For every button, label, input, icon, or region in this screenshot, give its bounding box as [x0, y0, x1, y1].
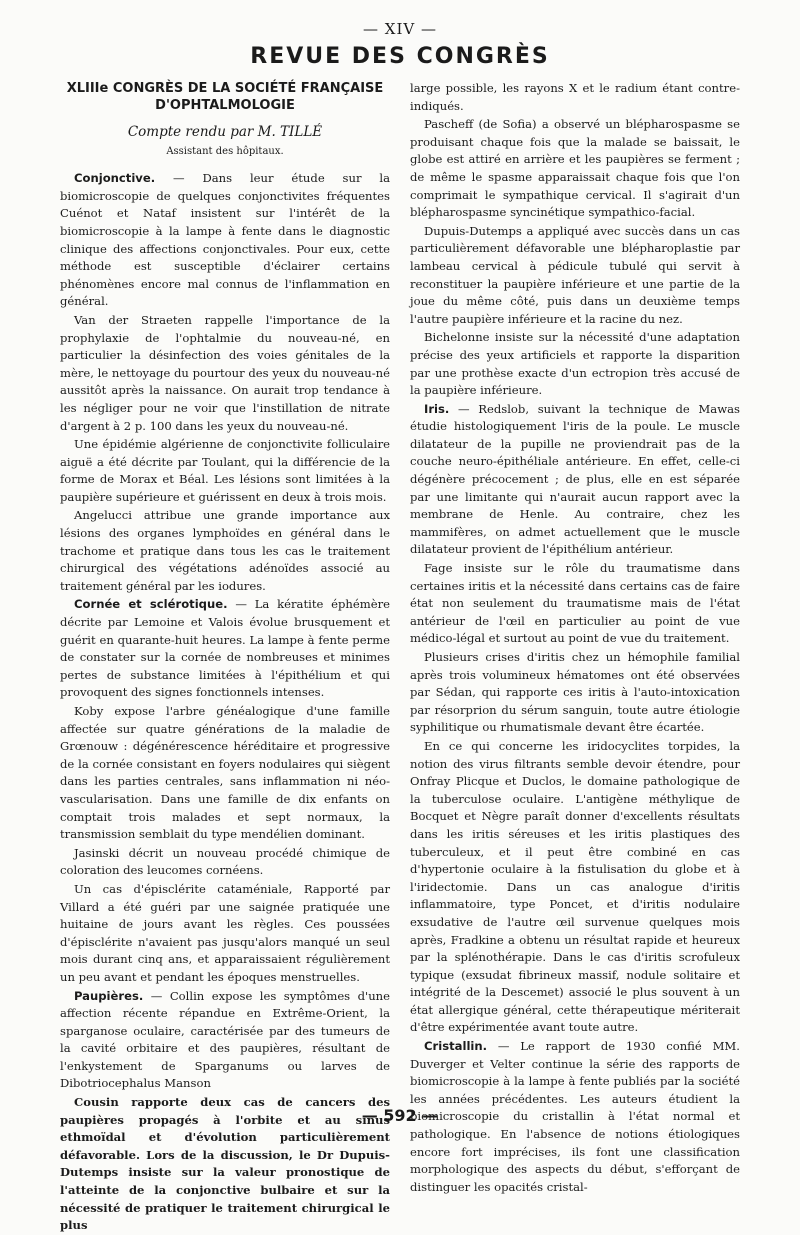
paragraph-paupieres: Paupières. — Collin expose les symptômes d'une affection récente répandue en Extrême-Orient, la sparganose oculaire, caractérisée par des tumeurs de la cavité orbitaire et des paupières, résultant de l'enkystement de Sparganums ou larves de Dibotriocephalus Manson: [60, 988, 390, 1091]
paragraph-cornee: Cornée et sclérotique. — La kératite éphémère décrite par Lemoine et Valois évolue brusquement et guérit en quarante-huit heures. La lampe à fente perme de constater sur la cornée de nombreuses et minimes pertes de substance limitées à l'épithélium et qui provoquent des signes fonctionnels intenses.: [60, 597, 391, 700]
paragraph-van-der-straeten: Van der Straeten rappelle l'importance de la prophylaxie de l'ophtalmie du nouveau-né, en particulier la désinfection des voies génitales de la mère, le nettoyage du pourtour des yeux du nouveau-né aussitôt après la naissance. On aurait trop tendance à les négliger pour ne voir que l'instillation de nitrate d'argent à 2 p. 100 dans les yeux du nouveau-né.: [60, 312, 390, 433]
right-column: [410, 80, 740, 1196]
paragraph-iris: Iris. — Redslob, suivant la technique de Mawas étudie histologiquement l'iris de la poule. Le muscle dilatateur de la pupille ne proviendrait pas de la couche neuro-épithéliale antérieure. En effet, celle-ci dégénère précocement ; de plus, elle en est séparée par une limitante qui n'aurait aucun rapport avec la membrane de Henle. Au contraire, chez les mammifères, on admet actuellement que le muscle dilatateur provient de l'épithélium antérieur.: [410, 401, 740, 557]
paragraph-angelucci: Angelucci attribue une grande importance aux lésions des organes lymphoïdes en général dans le trachome et pratique dans tous les cas le traitement chirurgical des végétations adénoïdes associé au traitement général par les iodures.: [60, 508, 390, 593]
paragraph-koby: Koby expose l'arbre généalogique d'une famille affectée sur quatre générations de la maladie de Grœnouw : dégénérescence héréditaire et progressive de la cornée consistant en foyers nodulaires qui siègent dans les parties centrales, sans inflammation ni néo-vascularisation. Dans une famille de dix enfants on comptait trois malades et sept normaux, la transmission semblait du type mendélien dominant.: [60, 704, 390, 842]
article-title-line-2: D'OPHTALMOLOGIE: [155, 98, 295, 113]
paragraph-iridocyclites: En ce qui concerne les iridocyclites torpides, la notion des virus filtrants semble devoir étendre, pour Onfray Plicque et Duclos, le domaine pathologique de la tuberculose oculaire. L'antigène méthylique de Bocquet et Nègre paraît donner d'excellents résultats dans les iritis séreuses et les iritis plastiques des tuberculeux, et il peut être combiné en cas d'hypertonie oculaire à la fistulisation du globe et à l'iridectomie. Dans un cas analogue d'iritis inflammatoire, type Poncet, et d'iritis nodulaire exsudative de l'autre œil survenue quelques mois après, Fradkine a obtenu un résultat rapide et heureux par la splénothérapie. Dans le cas d'iritis scrofuleux typique (exsudat fibrineux massif, nodule solitaire et intégrité de la Descemet) associé le plus souvent à un état allergique général, cette thérapeutique mériterait d'être expérimentée avant toute autre.: [410, 738, 740, 1035]
section-heading-paupieres: Paupières.: [74, 988, 144, 1003]
article-title-line-1: XLIIIe CONGRÈS DE LA SOCIÉTÉ FRANÇAISE: [66, 81, 384, 96]
paragraph-continued: large possible, les rayons X et le radium étant contre-indiqués.: [410, 81, 740, 113]
paragraph-cousin: Cousin rapporte deux cas de cancers des paupières propagés à l'orbite et au sinus ethmoïdal et d'évolution particulièrement défavorable. Lors de la discussion, le Dr Dupuis-Dutemps insiste sur la valeur pronostique de l'atteinte de la conjonctive bulbaire et sur la nécessité de pratiquer le traitement chirurgical le plus: [60, 1095, 390, 1233]
page-number: — 592 —: [361, 1106, 439, 1125]
journal-section-title: REVUE DES CONGRÈS: [250, 44, 550, 69]
article-byline: Compte rendu par M. TILLÉ: [127, 124, 323, 140]
section-heading-cristallin: Cristallin.: [424, 1039, 488, 1054]
paragraph-toulant: Une épidémie algérienne de conjonctivite folliculaire aiguë a été décrite par Toulant, qui la différencie de la forme de Morax et Béal. Les lésions sont limitées à la paupière supérieure et guérissent en deux à trois mois.: [60, 437, 390, 504]
paragraph-conjonctive: Conjonctive. — Dans leur étude sur la biomicroscopie de quelques conjonctivites fréquentes Cuénot et Nataf insistent sur l'intérêt de la biomicroscopie à la lampe à fente dans le diagnostic clinique des affections conjonctivales. Pour eux, cette méthode est susceptible d'éclairer certains phénomènes encore mal connus de l'inflammation en général.: [60, 171, 390, 309]
paragraph-bichelonne: Bichelonne insiste sur la nécessité d'une adaptation précise des yeux artificiels et rapporte la disparition par une prothèse exacte d'un ectropion très accusé de la paupière inférieure.: [410, 330, 740, 398]
author-affiliation: Assistant des hôpitaux.: [166, 145, 284, 157]
section-heading-cornee: Cornée et sclérotique.: [74, 597, 228, 612]
section-heading-iris: Iris.: [424, 401, 450, 416]
paragraph-sedan: Plusieurs crises d'iritis chez un hémophile familial après trois volumineux hématomes ont été observées par Sédan, qui rapporte ces iritis à l'auto-intoxication par résorprion du sérum sanguin, toute autre étiologie syphilitique ou rhumatismale devant être écartée.: [410, 650, 740, 735]
left-column: [60, 80, 390, 1235]
section-heading-conjonctive: Conjonctive.: [74, 171, 156, 186]
paragraph-villard: Un cas d'épisclérite cataméniale, Rapporté par Villard a été guéri par une saignée pratiquée une huitaine de jours avant les règles. Ces poussées d'épisclérite n'avaient pas jusqu'alors manqué un seul mois durant cinq ans, et apparaissaient régulièrement un peu avant et pendant les époques menstruelles.: [60, 881, 390, 984]
paragraph-dupuis-dutemps: Dupuis-Dutemps a appliqué avec succès dans un cas particulièrement défavorable une blépharoplastie par lambeau cervical à pédicule tubulé qui servit à reconstituer la paupière inférieure et une partie de la joue du même côté, puis dans un deuxième temps l'autre paupière inférieure et la racine du nez.: [410, 223, 740, 326]
paragraph-cristallin: Cristallin. — Le rapport de 1930 confié MM. Duverger et Velter continue la série des rapports de biomicroscopie à la lampe à fente publiés par la société les années précédentes. Les auteurs étudient la biomicroscopie du cristallin à l'état normal et pathologique. En l'absence de notions étiologiques encore fort imprécises, ils font une classification morphologique des aspects du début, s'efforçant de distinguer les opacités cristal-: [410, 1039, 740, 1194]
roman-page-number: — XIV —: [363, 20, 437, 38]
paragraph-jasinski: Jasinski décrit un nouveau procédé chimique de coloration des leucomes cornéens.: [60, 845, 390, 878]
paragraph-fage: Fage insiste sur le rôle du traumatisme dans certaines iritis et la nécessité dans certains cas de faire état non seulement du traumatisme mais de l'état antérieur de l'œil en particulier au point de vue médico-légal et surtout au point de vue du traitement.: [410, 561, 740, 646]
paragraph-pascheff: Pascheff (de Sofia) a observé un blépharospasme se produisant chaque fois que la malade se baissait, le globe est attiré en arrière et les paupières se ferment ; de même le spasme apparaissait chaque fois que l'on comprimait le sympathique cervical. Il s'agirait d'un blépharospasme syncinétique sympathico-facial.: [410, 117, 740, 220]
